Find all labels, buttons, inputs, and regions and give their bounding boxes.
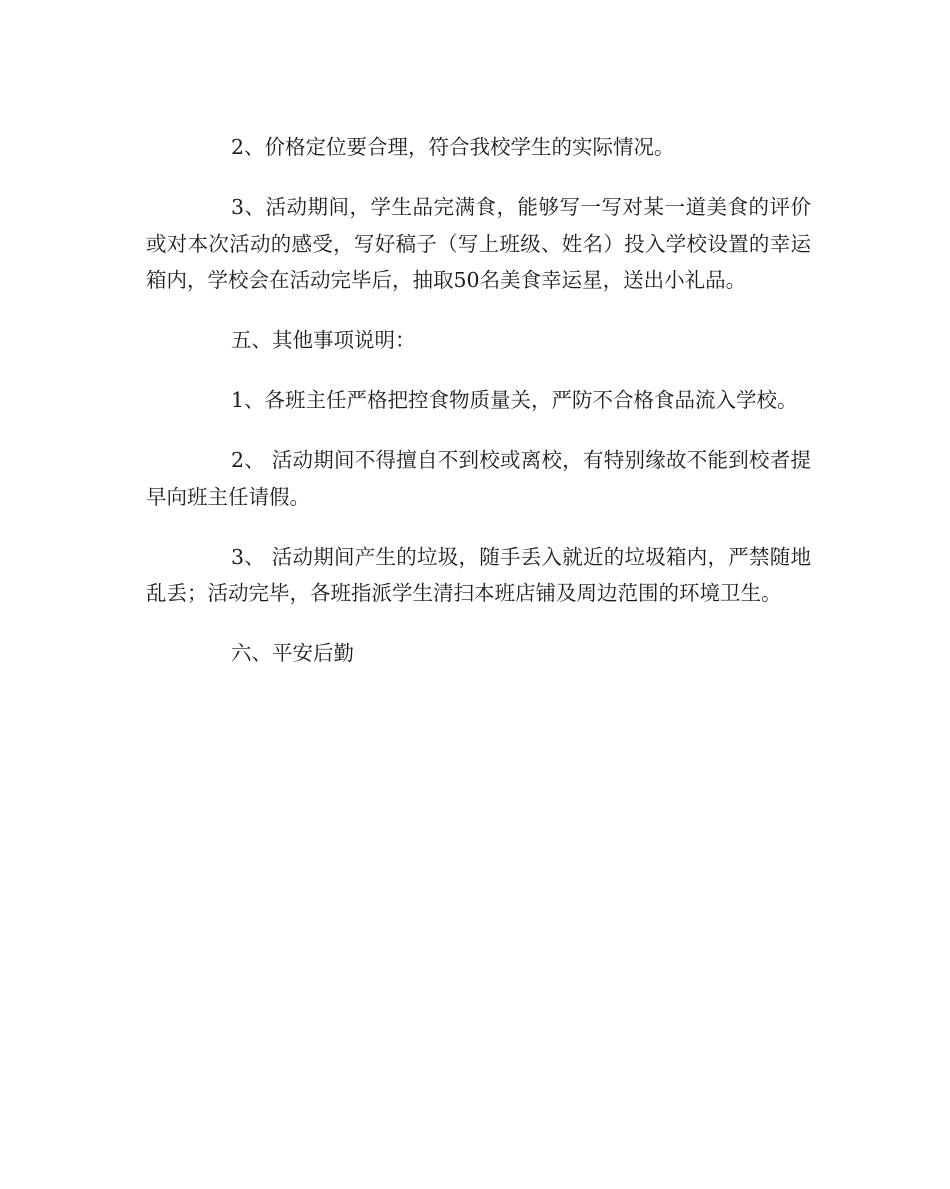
paragraph-attendance-leave: 2、 活动期间不得擅自不到校或离校，有特别缘故不能到校者提早向班主任请假。 xyxy=(146,448,811,509)
paragraph-garbage-cleanup: 3、 活动期间产生的垃圾，随手丢入就近的垃圾箱内，严禁随地乱丢；活动完毕，各班指派学生清扫本班店铺及周边范围的环境卫生。 xyxy=(146,544,811,606)
paragraph-price-positioning: 2、价格定位要合理，符合我校学生的实际情况。 xyxy=(231,135,675,159)
section-heading-safety-logistics: 六、平安后勤 xyxy=(231,641,354,666)
section-heading-other-matters: 五、其他事项说明： xyxy=(231,328,416,353)
document-body xyxy=(146,129,811,672)
paragraph-food-review-lucky-draw: 3、活动期间，学生品完满食，能够写一写对某一道美食的评价或对本次活动的感受，写好稿子（写上班级、姓名）投入学校设置的幸运箱内，学校会在活动完毕后，抽取50名美食幸运星，送出小礼品。 xyxy=(146,194,811,293)
paragraph-food-quality-control: 1、各班主任严格把控食物质量关，严防不合格食品流入学校。 xyxy=(231,388,798,413)
